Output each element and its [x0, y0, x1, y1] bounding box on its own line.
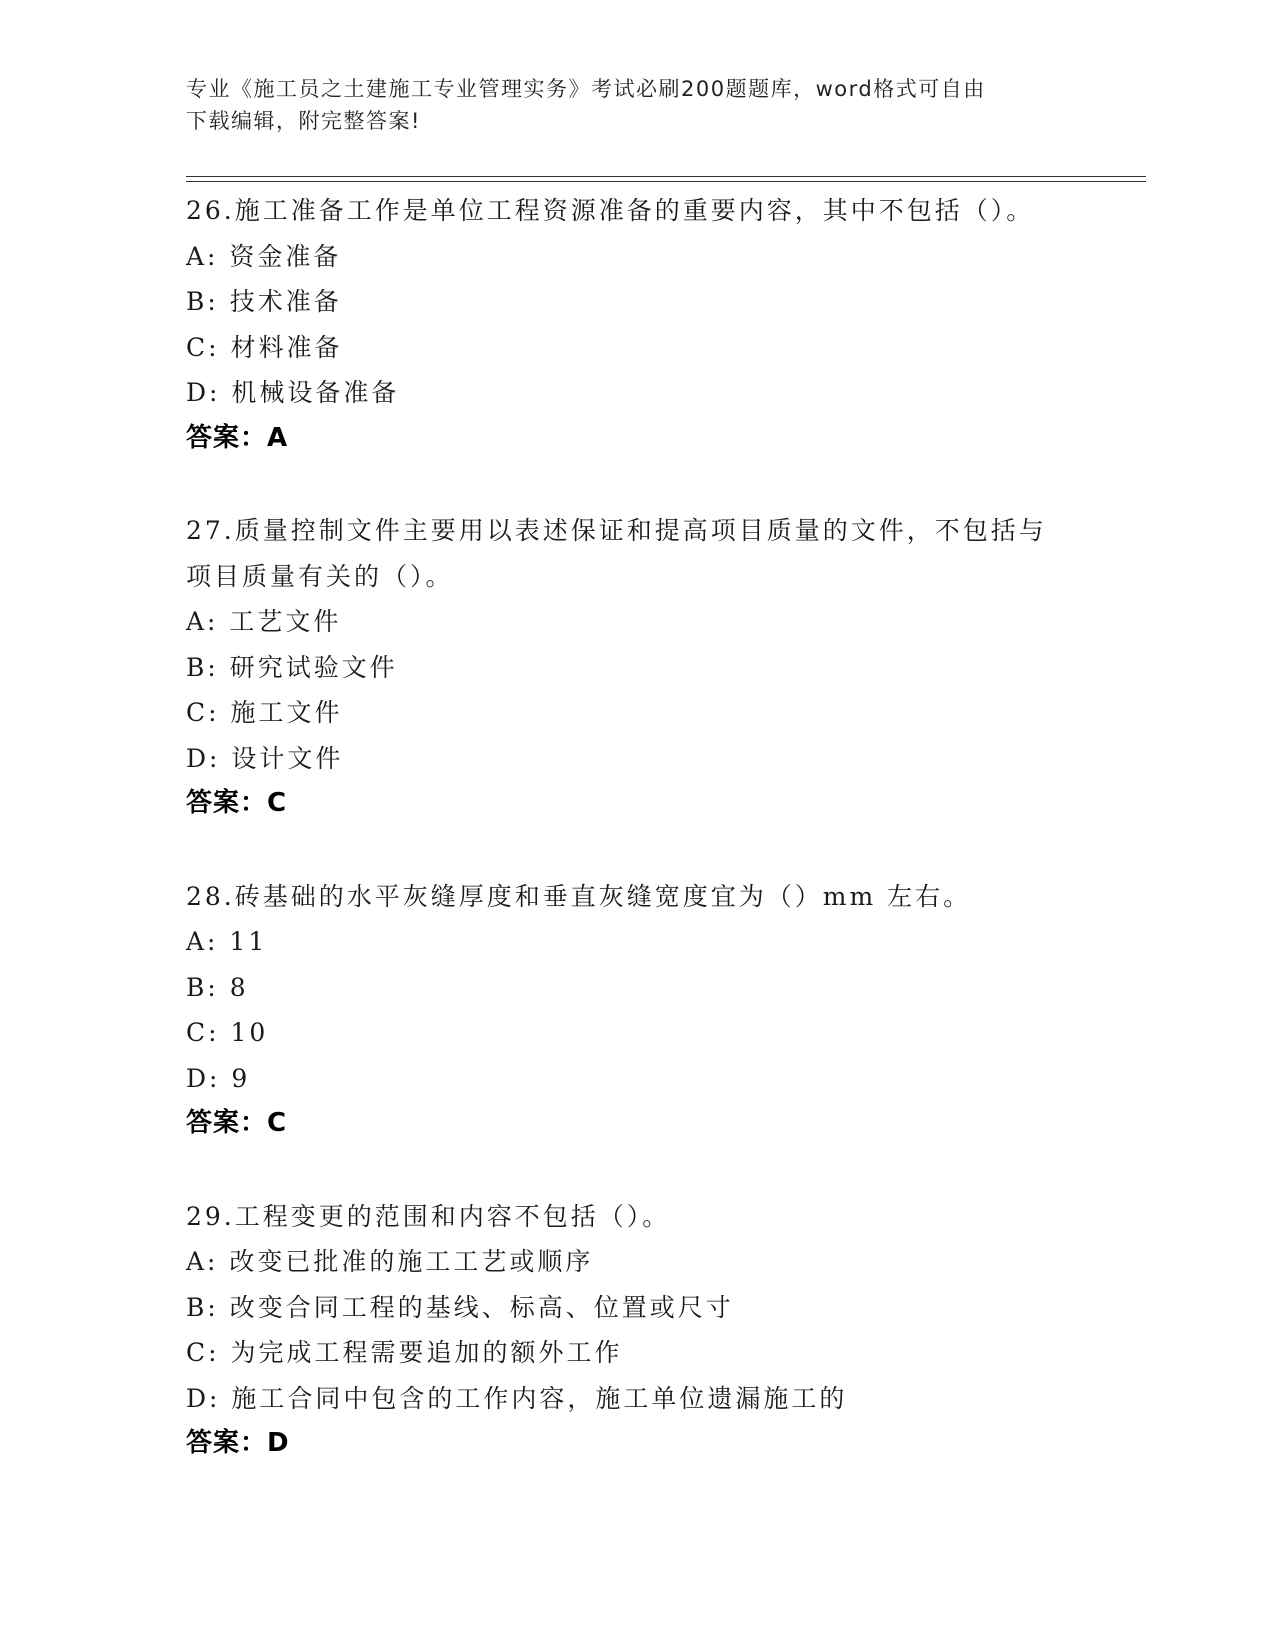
- option-b: B: 技术准备: [186, 287, 342, 316]
- header-divider: [186, 176, 1146, 182]
- option-c: C: 施工文件: [186, 698, 343, 727]
- header-line-2: 下载编辑，附完整答案!: [186, 109, 421, 133]
- answer-line: [186, 1101, 1086, 1147]
- option-d: D: 9: [186, 1063, 251, 1093]
- question-stem: 26.施工准备工作是单位工程资源准备的重要内容，其中不包括（）。: [186, 196, 1035, 225]
- header-line-1: 专业《施工员之土建施工专业管理实务》考试必刷200题题库，word格式可自由: [186, 77, 986, 101]
- question-stem-continued: 项目质量有关的（）。: [186, 561, 454, 591]
- answer-label: 答案：: [186, 422, 268, 453]
- question-list: [186, 188, 1086, 1514]
- option-a: A: 11: [186, 927, 268, 956]
- option-c: C: 材料准备: [186, 332, 343, 362]
- option-a: A: 工艺文件: [186, 607, 342, 636]
- answer-line: [186, 416, 1086, 462]
- answer-value: D: [267, 1428, 290, 1458]
- option-b: B: 8: [186, 972, 249, 1002]
- question-29: [186, 1194, 1086, 1467]
- option-a: A: 改变已批准的施工工艺或顺序: [186, 1247, 594, 1276]
- answer-line: [186, 781, 1086, 827]
- answer-label: 答案：: [186, 1428, 268, 1458]
- answer-value: C: [267, 1108, 288, 1138]
- option-d: D: 机械设备准备: [186, 378, 400, 407]
- answer-value: A: [267, 422, 289, 453]
- option-c: C: 为完成工程需要追加的额外工作: [186, 1338, 623, 1367]
- option-c: C: 10: [186, 1018, 269, 1047]
- option-b: B: 研究试验文件: [186, 652, 398, 682]
- answer-label: 答案：: [186, 788, 268, 818]
- question-28: [186, 874, 1086, 1147]
- option-d: D: 施工合同中包含的工作内容，施工单位遗漏施工的: [186, 1383, 848, 1413]
- question-27: [186, 508, 1086, 827]
- question-stem: 29.工程变更的范围和内容不包括（）。: [186, 1201, 671, 1231]
- answer-value: C: [267, 788, 288, 818]
- question-26: [186, 188, 1086, 461]
- document-header: [186, 73, 1066, 137]
- option-b: B: 改变合同工程的基线、标高、位置或尺寸: [186, 1292, 734, 1322]
- question-stem: 27.质量控制文件主要用以表述保证和提高项目质量的文件，不包括与: [186, 516, 1047, 545]
- option-d: D: 设计文件: [186, 743, 344, 773]
- option-a: A: 资金准备: [186, 241, 342, 271]
- answer-label: 答案：: [186, 1108, 268, 1138]
- question-stem: 28.砖基础的水平灰缝厚度和垂直灰缝宽度宜为（）mm 左右。: [186, 881, 972, 911]
- answer-line: [186, 1421, 1086, 1467]
